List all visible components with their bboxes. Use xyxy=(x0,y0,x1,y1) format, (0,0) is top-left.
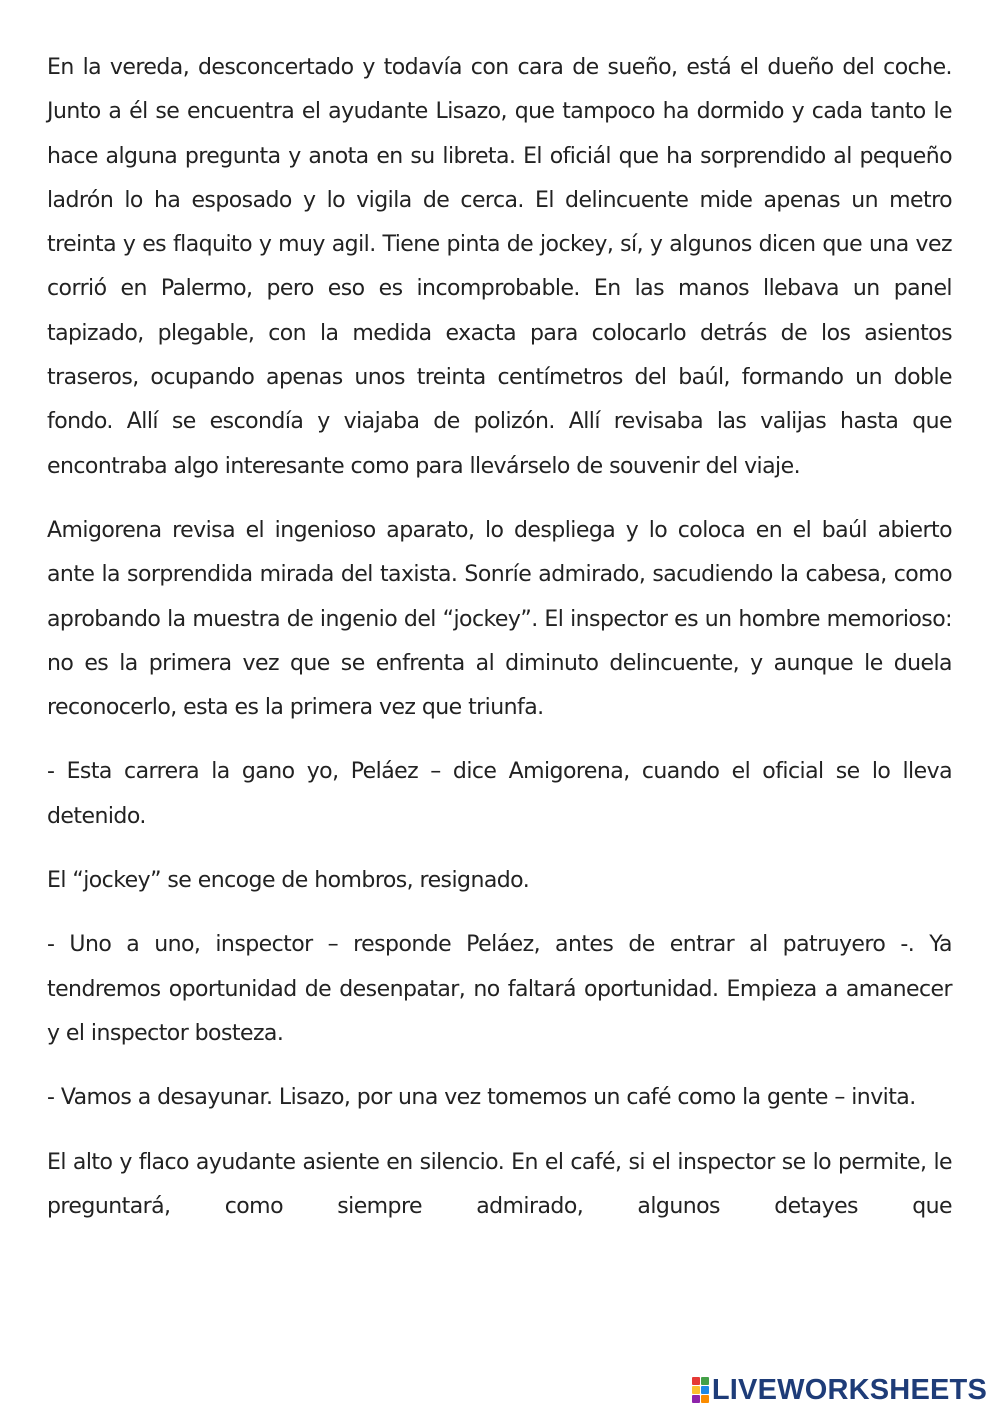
paragraph-6: - Vamos a desayunar. Lisazo, por una vez tomemos un café como la gente – invita. xyxy=(47,1085,916,1111)
logo-tile xyxy=(701,1395,709,1403)
logo-tile xyxy=(692,1377,700,1385)
liveworksheets-logo-icon xyxy=(692,1377,709,1403)
liveworksheets-brand xyxy=(692,1373,987,1407)
liveworksheets-wordmark: LIVEWORKSHEETS xyxy=(711,1373,987,1406)
document-body xyxy=(47,46,952,1249)
paragraph-3: - Esta carrera la gano yo, Peláez – dice Amigorena, cuando el oficial se lo lleva detenido. xyxy=(47,759,952,829)
logo-tile xyxy=(692,1386,700,1394)
paragraph-7: El alto y flaco ayudante asiente en silencio. En el café, si el inspector se lo permite, le preguntará, como siempre admirado, algunos detayes que xyxy=(47,1149,952,1219)
logo-tile xyxy=(701,1377,709,1385)
logo-tile xyxy=(692,1395,700,1403)
paragraph-2: Amigorena revisa el ingenioso aparato, lo despliega y lo coloca en el baúl abierto ante la sorprendida mirada del taxista. Sonríe admirado, sacudiendo la cabesa, como aprobando la muestra de ingenio del “jockey”. El inspector es un hombre memorioso: no es la primera vez que se enfrenta al diminuto delincuente, y aunque le duela reconocerlo, esta es la primera vez que triunfa. xyxy=(47,517,952,721)
logo-tile xyxy=(701,1386,709,1394)
paragraph-4: El “jockey” se encoge de hombros, resignado. xyxy=(47,868,530,894)
paragraph-5: - Uno a uno, inspector – responde Peláez, antes de entrar al patruyero -. Ya tendremos oportunidad de desenpatar, no faltará oportunidad. Empieza a amanecer y el inspector bosteza. xyxy=(47,932,952,1046)
paragraph-1: En la vereda, desconcertado y todavía con cara de sueño, está el dueño del coche. Junto a él se encuentra el ayudante Lisazo, que tampoco ha dormido y cada tanto le hace alguna pregunta y anota en su libreta. El oficiál que ha sorprendido al pequeño ladrón lo ha esposado y lo vigila de cerca. El delincuente mide apenas un metro treinta y es flaquito y muy agil. Tiene pinta de jockey, sí, y algunos dicen que una vez corrió en Palermo, pero eso es incomprobable. En las manos llebava un panel tapizado, plegable, con la medida exacta para colocarlo detrás de los asientos traseros, ocupando apenas unos treinta centímetros del baúl, formando un doble fondo. Allí se escondía y viajaba de polizón. Allí revisaba las valijas hasta que encontraba algo interesante como para llevárselo de souvenir del viaje. xyxy=(47,55,952,479)
